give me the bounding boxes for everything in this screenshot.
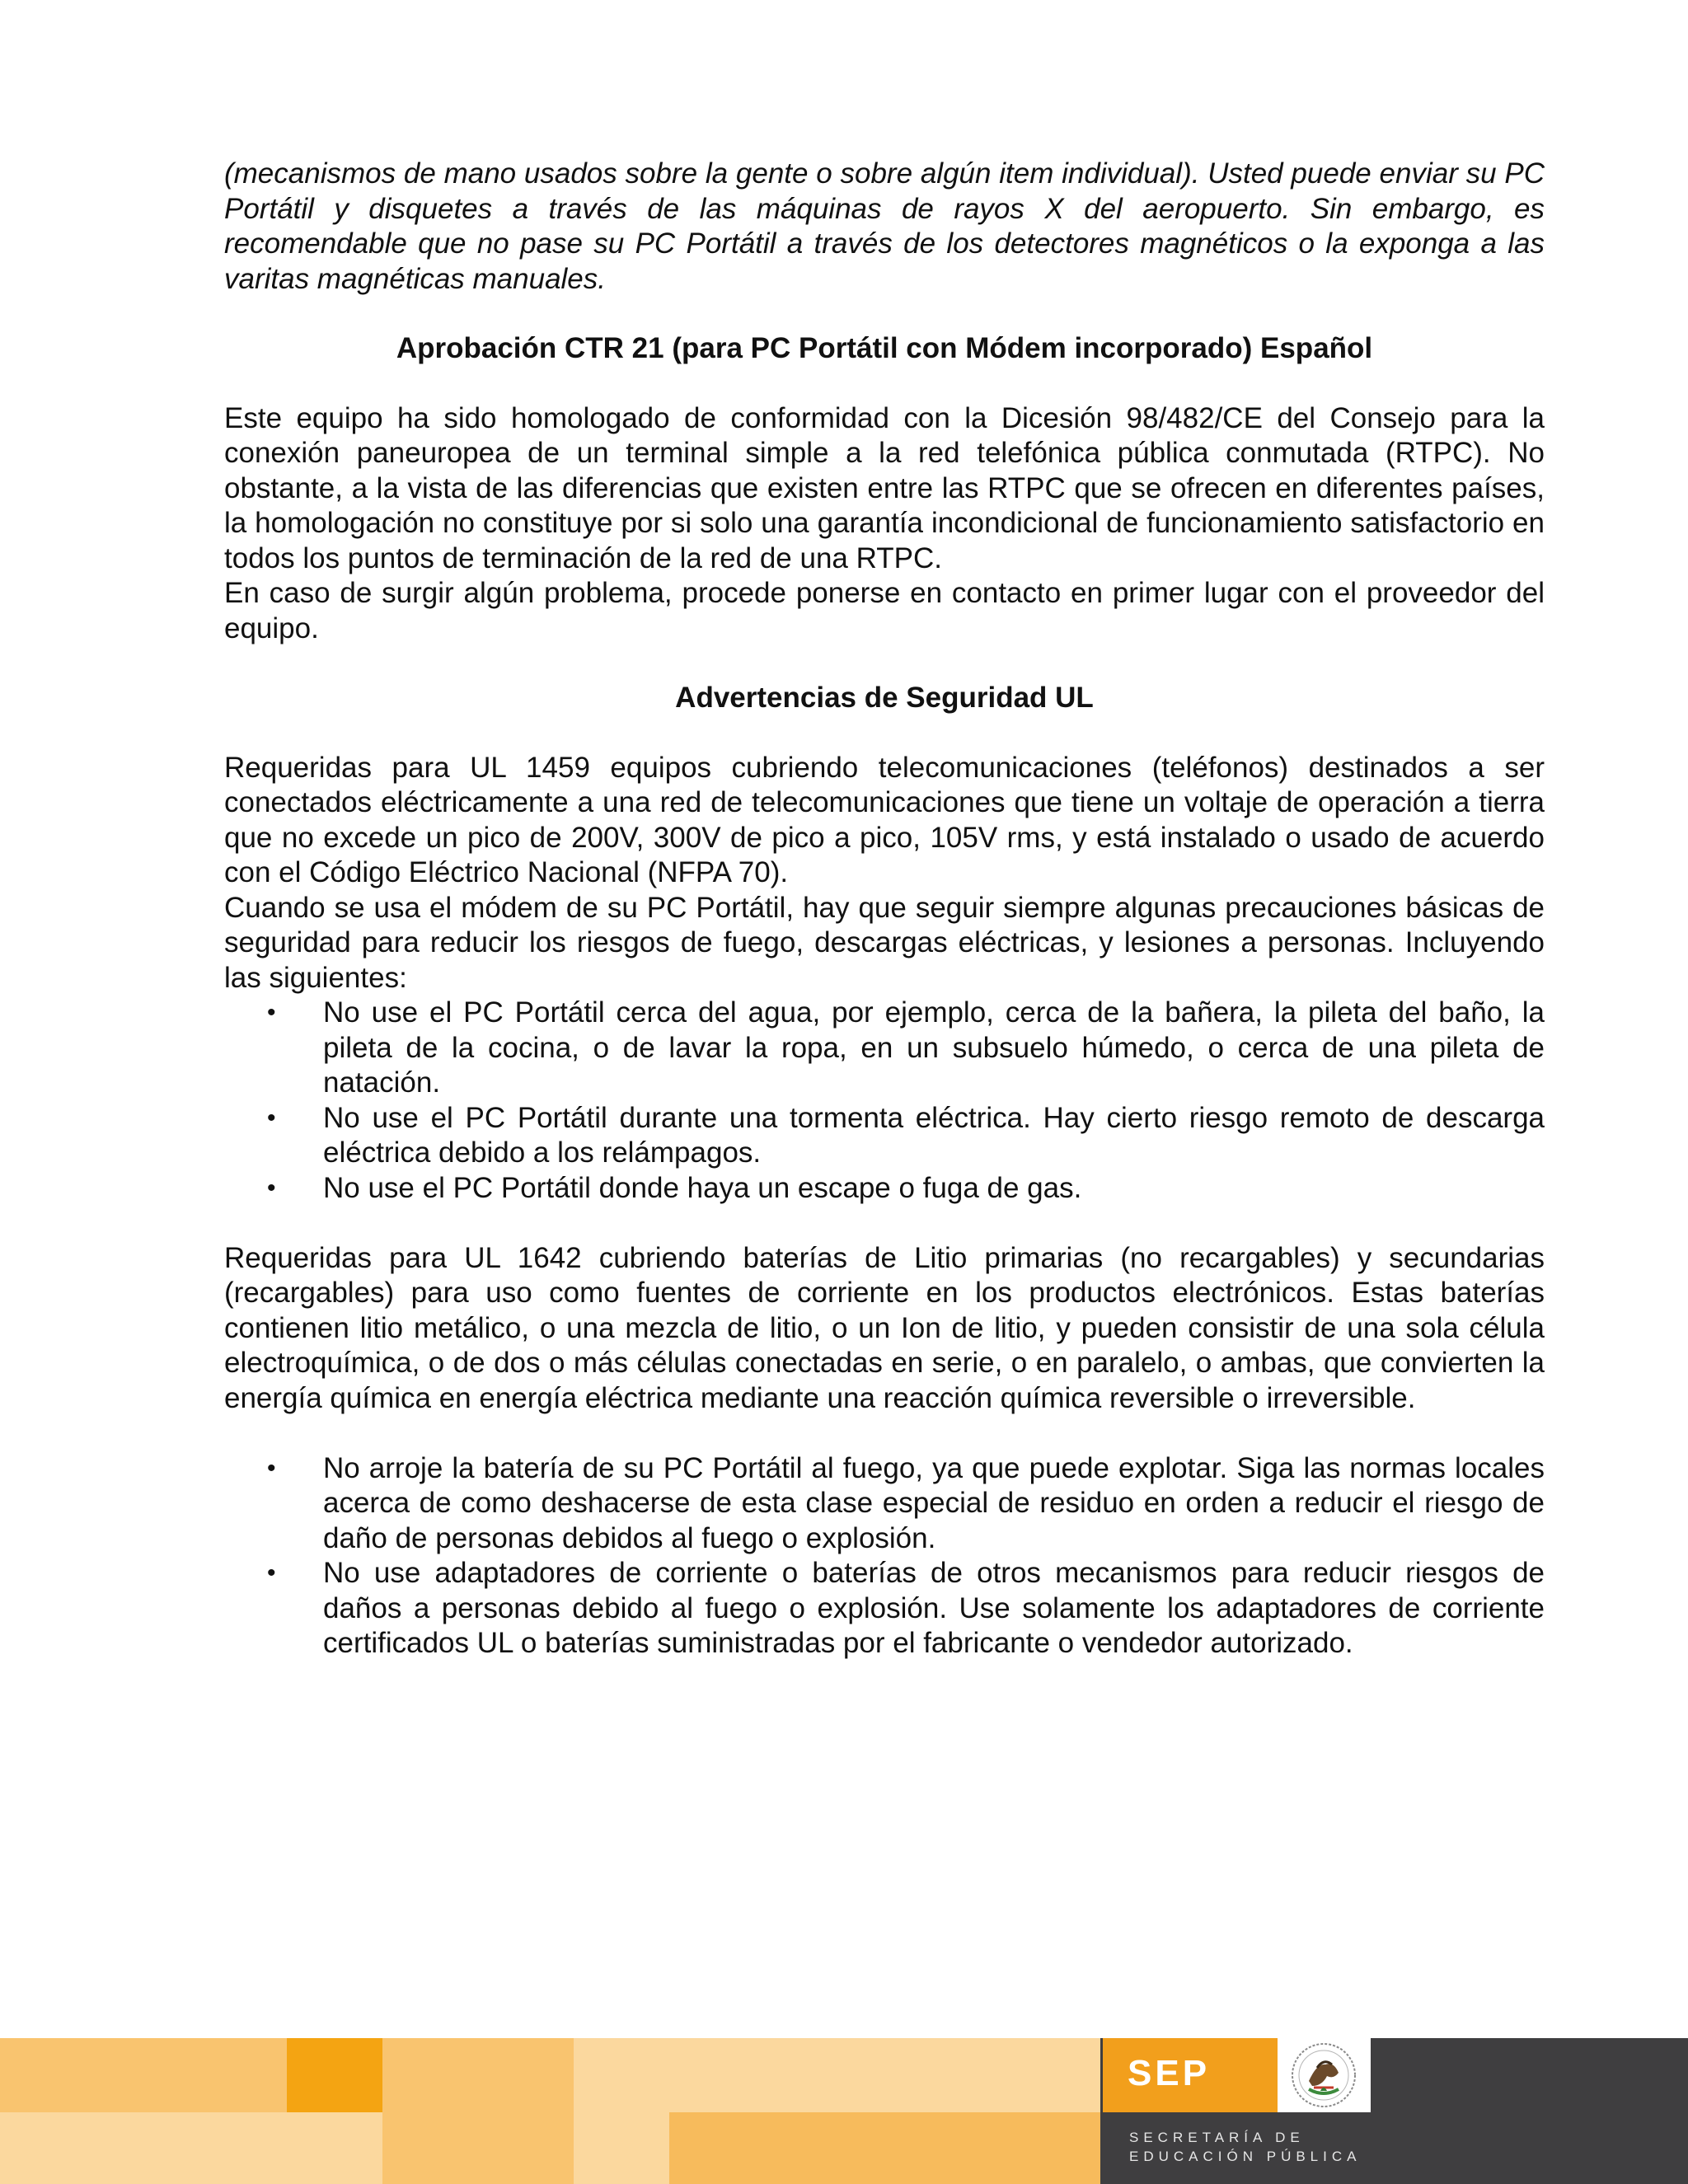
footer-block bbox=[0, 2112, 382, 2184]
intro-paragraph: (mecanismos de mano usados sobre la gente o sobre algún item individual). Usted puede enviar su PC Portátil y disquetes a través de las máquinas de rayos X del aeropuerto. Sin embargo, es recomendable que no pase su PC Portátil a través de los detectores magnéticos o la exponga a las varitas magnéticas manuales. bbox=[224, 157, 1545, 295]
footer-block bbox=[382, 2112, 574, 2184]
footer-block bbox=[669, 2112, 1100, 2184]
bullet-icon: • bbox=[267, 1104, 276, 1132]
bullet-icon: • bbox=[267, 999, 276, 1026]
footer-block bbox=[574, 2112, 669, 2184]
ctr21-contact-paragraph: En caso de surgir algún problema, procede ponerse en contacto en primer lugar con el proveedor del equipo. bbox=[224, 577, 1545, 644]
footer-block bbox=[0, 2038, 287, 2112]
sep-name-line2: EDUCACIÓN PÚBLICA bbox=[1129, 2149, 1362, 2164]
footer-block bbox=[287, 2038, 382, 2112]
bullet-icon: • bbox=[267, 1559, 276, 1586]
spacer bbox=[224, 1206, 1545, 1241]
list-item bbox=[267, 1101, 1545, 1171]
list-item bbox=[267, 1171, 1545, 1207]
ul1642-paragraph: Requeridas para UL 1642 cubriendo baterías de Litio primarias (no recargables) y secundarias (recargables) para uso como fuentes de corriente en los productos electrónicos. Estas baterías contienen litio metálico, o una mezcla de litio, o un Ion de litio, y pueden consistir de una sola célula electroquímica, o de dos o más células conectadas en serie, o en paralelo, o ambas, que convierten la energía química en energía eléctrica mediante una reacción química reversible o irreversible. bbox=[224, 1241, 1545, 1414]
bullet-icon: • bbox=[267, 1174, 276, 1202]
section-heading-ctr21: Aprobación CTR 21 (para PC Portátil con Módem incorporado) Español bbox=[396, 332, 1373, 364]
document-body bbox=[224, 157, 1545, 1661]
modem-precautions-list bbox=[267, 996, 1545, 1206]
list-item bbox=[267, 996, 1545, 1101]
list-item-text: No use el PC Portátil cerca del agua, por ejemplo, cerca de la bañera, la pileta del baño, la pileta de la cocina, o de lavar la ropa, en un subsuelo húmedo, o cerca de una pileta de natación. bbox=[323, 996, 1545, 1099]
list-item bbox=[267, 1556, 1545, 1661]
list-item-text: No use el PC Portátil durante una tormenta eléctrica. Hay cierto riesgo remoto de descarga eléctrica debido a los relámpagos. bbox=[323, 1101, 1545, 1169]
bullet-icon: • bbox=[267, 1454, 276, 1482]
mexican-eagle-seal-icon bbox=[1284, 2040, 1363, 2111]
footer-banner bbox=[0, 2038, 1688, 2184]
ctr21-paragraph: Este equipo ha sido homologado de conformidad con la Dicesión 98/482/CE del Consejo para la conexión paneuropea de un terminal simple a la red telefónica pública conmutada (RTPC). No obstante, a la vista de las diferencias que existen entre las RTPC que se ofrecen en diferentes países, la homologación no constituye por si solo una garantía incondicional de funcionamiento satisfactorio en todos los puntos de terminación de la red de una RTPC. bbox=[224, 401, 1545, 574]
footer-block bbox=[382, 2038, 574, 2112]
list-item-text: No use adaptadores de corriente o baterías de otros mecanismos para reducir riesgos de daños a personas debido al fuego o explosión. Use solamente los adaptadores de corriente certificados UL o baterías suministradas por el fabricante o vendedor autorizado. bbox=[323, 1557, 1545, 1659]
footer-block bbox=[574, 2038, 1100, 2112]
list-item bbox=[267, 1451, 1545, 1557]
sep-name-line1: SECRETARÍA DE bbox=[1129, 2130, 1305, 2145]
modem-precautions-paragraph: Cuando se usa el módem de su PC Portátil, hay que seguir siempre algunas precauciones básicas de seguridad para reducir los riesgos de fuego, descargas eléctricas, y lesiones a personas. Incluyendo las siguientes: bbox=[224, 891, 1545, 994]
list-item-text: No use el PC Portátil donde haya un escape o fuga de gas. bbox=[323, 1171, 1082, 1204]
battery-precautions-list bbox=[267, 1451, 1545, 1661]
ul1459-paragraph: Requeridas para UL 1459 equipos cubriendo telecomunicaciones (teléfonos) destinados a ser conectados eléctricamente a una red de telecomunicaciones que tiene un voltaje de operación a tierra que no excede un pico de 200V, 300V de pico a pico, 105V rms, y está instalado o usado de acuerdo con el Código Eléctrico Nacional (NFPA 70). bbox=[224, 751, 1545, 888]
spacer bbox=[224, 1416, 1545, 1451]
section-heading-ul-safety: Advertencias de Seguridad UL bbox=[675, 682, 1094, 714]
sep-logo: SEP bbox=[1128, 2053, 1211, 2093]
list-item-text: No arroje la batería de su PC Portátil al fuego, ya que puede explotar. Siga las normas locales acerca de como deshacerse de esta clase especial de residuo en orden a reducir el riesgo de daño de personas debidos al fuego o explosión. bbox=[323, 1451, 1545, 1554]
